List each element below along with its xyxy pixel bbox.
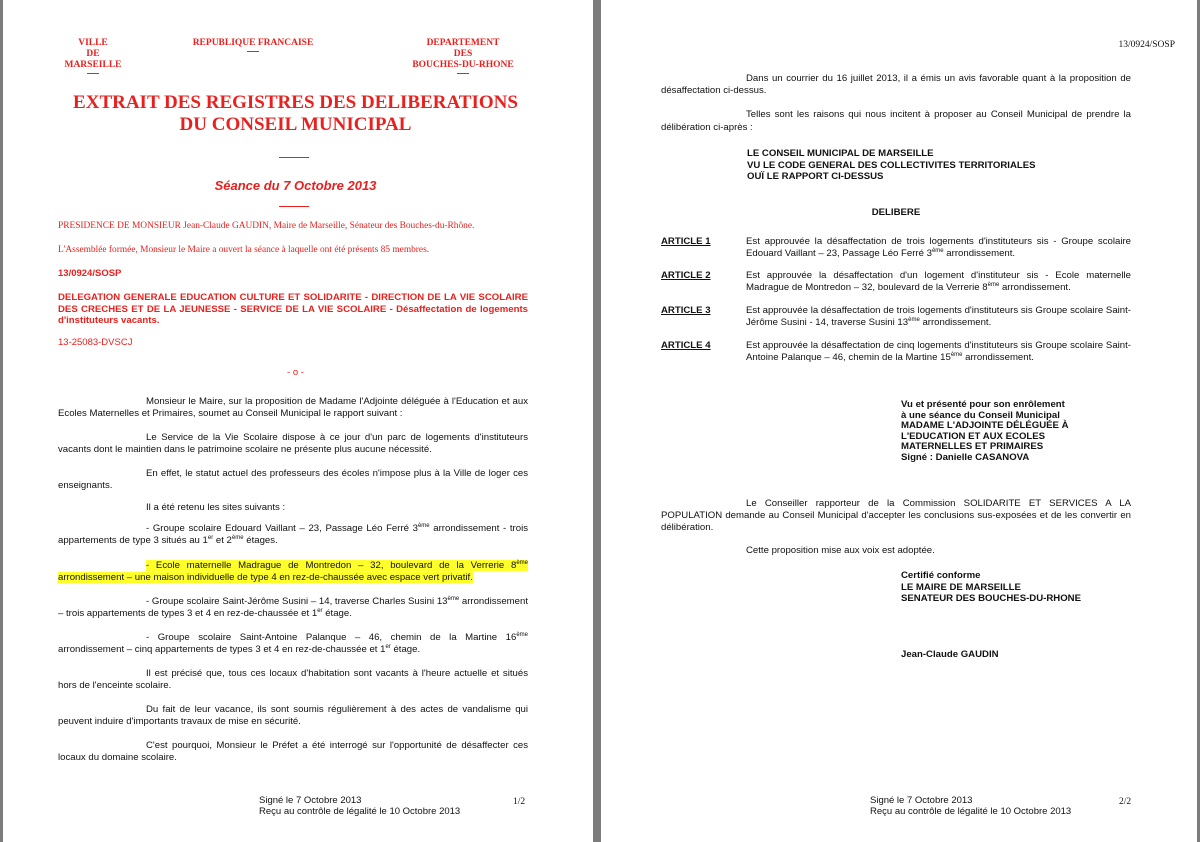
vu-presente-block xyxy=(901,400,1069,463)
article-text-main: Est approuvée la désaffectation de trois logements d'instituteurs sis - Groupe scolaire Edouard Vaillant – 23, Passage Léo Ferré 3 xyxy=(746,236,1131,259)
article-text-end: arrondissement. xyxy=(919,317,992,328)
article-text xyxy=(746,340,1131,364)
seance-date: Séance du 7 Octobre 2013 xyxy=(214,178,377,193)
article-label: ARTICLE 4 xyxy=(661,340,711,351)
site-text: arrondissement – cinq appartements de types 3 et 4 en rez-de-chaussée et 1 xyxy=(58,644,386,655)
article-text xyxy=(746,236,1131,260)
site-text: - Groupe scolaire Saint-Antoine Palanque – 46, chemin de la Martine 16 xyxy=(146,632,517,643)
article-text-main: Est approuvée la désaffectation de cinq logements d'instituteurs sis Groupe scolaire Saint-Antoine Palanque – 46, chemin de la Martine 15 xyxy=(746,340,1131,363)
site-text: étages. xyxy=(243,535,278,546)
superscript: ème xyxy=(987,282,1000,288)
article-text-end: arrondissement. xyxy=(999,282,1071,293)
page-number: 1/2 xyxy=(513,797,526,807)
paragraph-adoptee: Cette proposition mise aux voix est adoptée. xyxy=(746,545,935,556)
footer-legalite-date: Reçu au contrôle de légalité le 10 Octobre 2013 xyxy=(259,806,461,817)
site-text: arrondissement – trois appartements de types 3 et 4 en rez-de-chaussée et 1 xyxy=(58,596,528,619)
header-departement xyxy=(403,38,523,74)
header-ville xyxy=(58,38,128,74)
paragraph-vacants: Il est précisé que, tous ces locaux d'habitation sont vacants à l'heure actuelle et situés hors de l'enceinte scolaire. xyxy=(58,668,528,691)
paragraph-service: Le Service de la Vie Scolaire dispose à ce jour d'un parc de logements d'instituteurs vacants dont le maintien dans le patrimoine scolaire ne présente plus aucune nécessité. xyxy=(58,432,528,455)
site-edouard-vaillant xyxy=(58,523,528,547)
site-madrague-montredon xyxy=(58,560,528,584)
certifie-line: LE MAIRE DE MARSEILLE xyxy=(901,581,1021,593)
superscript: ème xyxy=(950,352,963,358)
vu-line: à une séance du Conseil Municipal xyxy=(901,409,1060,421)
assemblee-text: L'Assemblée formée, Monsieur le Maire a ouvert la séance à laquelle ont été présents 85 membres. xyxy=(58,245,430,255)
page-number: 2/2 xyxy=(1119,797,1132,807)
site-text: étage. xyxy=(390,644,421,655)
header-departement-line: DES xyxy=(453,49,473,59)
site-text: étage. xyxy=(322,608,352,619)
header-ville-line: MARSEILLE xyxy=(64,60,122,70)
footer-signed-date: Signé le 7 Octobre 2013 xyxy=(870,795,973,806)
conseil-line: VU LE CODE GENERAL DES COLLECTIVITES TERRITORIALES xyxy=(747,159,1036,171)
vu-line: Vu et présenté pour son enrôlement xyxy=(901,399,1065,410)
paragraph-statut: En effet, le statut actuel des professeurs des écoles n'impose plus à la Ville de loger ces enseignants. xyxy=(58,468,528,491)
certifie-block xyxy=(901,570,1081,605)
header-republique xyxy=(183,38,323,52)
header-dash xyxy=(247,51,259,52)
header-dash xyxy=(457,73,469,74)
certifie-line: SENATEUR DES BOUCHES-DU-RHONE xyxy=(901,593,1081,604)
superscript: ème xyxy=(417,523,430,529)
presidence-text: PRESIDENCE DE MONSIEUR Jean-Claude GAUDIN, Maire de Marseille, Sénateur des Bouches-du-Rhône. xyxy=(58,221,475,231)
header-departement-line: DEPARTEMENT xyxy=(426,38,500,48)
article-text xyxy=(746,270,1131,294)
vu-line: Signé : Danielle CASANOVA xyxy=(901,451,1030,463)
article-label: ARTICLE 3 xyxy=(661,305,711,316)
title-line: DU CONSEIL MUNICIPAL xyxy=(179,114,412,135)
ornament-separator: - o - xyxy=(287,367,304,378)
page-title xyxy=(33,92,558,136)
superscript: er xyxy=(385,644,391,650)
header-departement-line: BOUCHES-DU-RHONE xyxy=(412,60,514,70)
footer-signature xyxy=(870,795,1071,817)
paragraph-courrier: Dans un courrier du 16 juillet 2013, il a émis un avis favorable quant à la proposition de désaffectation ci-dessus. xyxy=(661,73,1131,96)
reference-number: 13/0924/SOSP xyxy=(1118,40,1175,50)
conseil-line: OUÏ LE RAPPORT CI-DESSUS xyxy=(747,171,884,182)
vu-line: MADAME L'ADJOINTE DÉLÉGUÉE À xyxy=(901,420,1069,431)
vu-line: L'EDUCATION ET AUX ECOLES xyxy=(901,430,1046,442)
certifie-line: Certifié conforme xyxy=(901,570,981,581)
article-text-main: Est approuvée la désaffectation d'un logement d'instituteur sis - Ecole maternelle Madrague de Montredon – 32, boulevard de la Verrerie 8 xyxy=(746,270,1131,293)
paragraph-prefet: C'est pourquoi, Monsieur le Préfet a été interrogé sur l'opportunité de désaffecter ces locaux du domaine scolaire. xyxy=(58,740,528,763)
conseil-block xyxy=(747,148,1036,183)
document-page-2 xyxy=(601,0,1197,842)
superscript: er xyxy=(207,535,214,541)
superscript: er xyxy=(317,608,323,614)
header-dash xyxy=(87,73,99,74)
signataire-name: Jean-Claude GAUDIN xyxy=(901,649,999,660)
paragraph-vandalisme: Du fait de leur vacance, ils sont soumis régulièrement à des actes de vandalisme qui peuvent induire d'importants travaux de mise en sécurité. xyxy=(58,704,528,727)
article-label: ARTICLE 2 xyxy=(661,270,711,281)
header-ville-line: VILLE xyxy=(78,38,108,48)
article-text xyxy=(746,305,1131,329)
paragraph-intro: Monsieur le Maire, sur la proposition de Madame l'Adjointe déléguée à l'Education et aux Ecoles Maternelles et Primaires, soumet au Conseil Municipal le rapport suivant : xyxy=(58,396,528,419)
delegation-text: DELEGATION GENERALE EDUCATION CULTURE ET SOLIDARITE - DIRECTION DE LA VIE SCOLAIRE DES CRECHES ET DE LA JEUNESSE - SERVICE DE LA VIE SCOLAIRE - Désaffectation de logements d'instituteurs vacants. xyxy=(58,292,528,326)
paragraph-conseiller: Le Conseiller rapporteur de la Commission SOLIDARITE ET SERVICES A LA POPULATION demande au Conseil Municipal d'accepter les conclusions sus-exposées et de les convertir en délibération. xyxy=(661,498,1131,533)
conseil-line: LE CONSEIL MUNICIPAL DE MARSEILLE xyxy=(747,148,934,159)
document-page-1 xyxy=(3,0,593,842)
site-text-highlighted: - Ecole maternelle Madrague de Montredon – 32, boulevard de la Verrerie 8 xyxy=(146,560,517,571)
paragraph-sites-intro: Il a été retenu les sites suivants : xyxy=(146,502,286,513)
superscript: ème xyxy=(516,560,528,566)
site-text: arrondissement - trois appartements de type 3 situés au 1 xyxy=(58,523,529,546)
footer-legalite-date: Reçu au contrôle de légalité le 10 Octobre 2013 xyxy=(870,806,1072,817)
dossier-code: 13-25083-DVSCJ xyxy=(58,337,133,348)
superscript: ème xyxy=(931,248,944,254)
site-saint-jerome-susini xyxy=(58,596,528,620)
site-saint-antoine-palanque xyxy=(58,632,528,656)
header-ville-line: DE xyxy=(86,49,100,59)
site-text-highlighted: arrondissement – une maison individuelle de type 4 en rez-de-chaussée avec espace vert privatif. xyxy=(58,572,473,583)
separator xyxy=(279,157,309,158)
separator xyxy=(279,206,309,207)
article-text-end: arrondissement. xyxy=(943,248,1016,259)
title-line: EXTRAIT DES REGISTRES DES DELIBERATIONS xyxy=(73,92,518,113)
superscript: ème xyxy=(516,632,528,638)
paragraph-raisons: Telles sont les raisons qui nous incitent à proposer au Conseil Municipal de prendre la délibération ci-après : xyxy=(661,109,1131,133)
article-text-main: Est approuvée la désaffectation de trois logements d'instituteurs sis Groupe scolaire Saint-Jérôme Susini - 14, traverse Susini 13 xyxy=(746,305,1131,328)
superscript: ème xyxy=(231,535,244,541)
site-text: - Groupe scolaire Edouard Vaillant – 23, Passage Léo Ferré 3 xyxy=(146,523,418,534)
superscript: ème xyxy=(908,317,920,323)
article-label: ARTICLE 1 xyxy=(661,236,711,247)
site-text: et 2 xyxy=(213,535,232,546)
superscript: ème xyxy=(447,596,460,602)
site-text: - Groupe scolaire Saint-Jérôme Susini – 14, traverse Charles Susini 13 xyxy=(146,596,448,607)
reference-number: 13/0924/SOSP xyxy=(58,268,122,279)
delibere-heading: DELIBERE xyxy=(871,207,921,218)
footer-signed-date: Signé le 7 Octobre 2013 xyxy=(259,795,362,806)
article-text-end: arrondissement. xyxy=(962,352,1034,363)
vu-line: MATERNELLES ET PRIMAIRES xyxy=(901,441,1044,452)
footer-signature xyxy=(259,795,460,817)
header-republique-text: REPUBLIQUE FRANCAISE xyxy=(192,38,314,48)
